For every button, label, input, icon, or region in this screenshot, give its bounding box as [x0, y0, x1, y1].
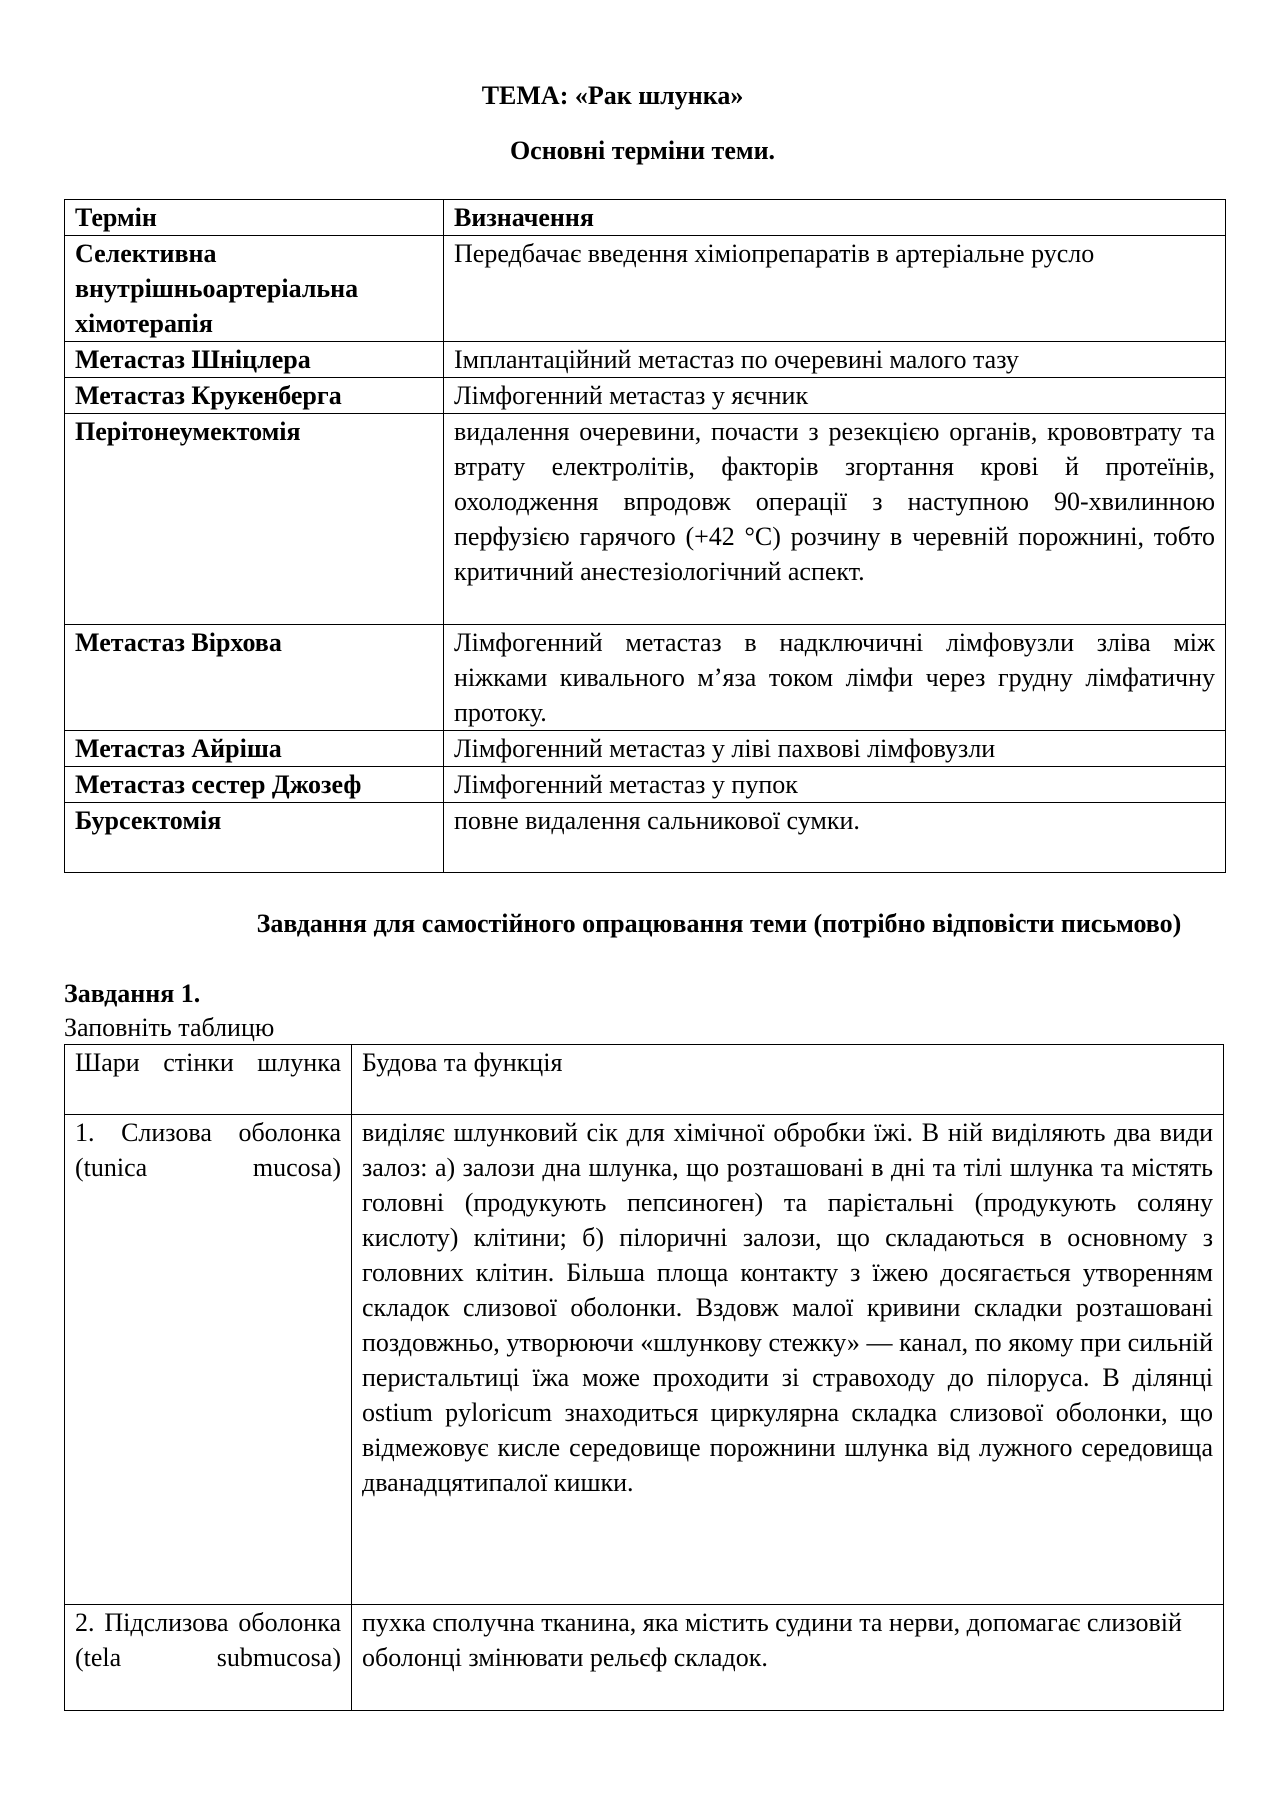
description-cell: пухка сполучна тканина, яка містить судини та нерви, допомагає слизовій оболонці змінювати рельєф складок.: [352, 1605, 1224, 1711]
layers-table: [64, 1044, 1224, 1711]
layer-cell: [65, 1115, 352, 1605]
header-layers-text: Шари стінки шлунка: [75, 1048, 341, 1077]
table-row: [65, 342, 1226, 378]
term-cell: Метастаз Крукенберга: [65, 378, 444, 414]
definition-cell: повне видалення сальникової сумки.: [444, 803, 1226, 873]
layer-name: 2. Підслизова оболонка (tela submucosa): [75, 1608, 341, 1672]
definition-cell: Лімфогенний метастаз в надключичні лімфовузли зліва між ніжками кивального м’яза током лімфи через грудну лімфатичну протоку.: [444, 625, 1226, 731]
table-row: [65, 1115, 1224, 1605]
term-cell: Метастаз сестер Джозеф: [65, 767, 444, 803]
task-instruction: Заповніть таблицю: [64, 1013, 275, 1042]
table-header-row: [65, 200, 1226, 236]
term-cell: Метастаз Вірхова: [65, 625, 444, 731]
table-row: [65, 236, 1226, 342]
definition-cell: Лімфогенний метастаз у яєчник: [444, 378, 1226, 414]
table-row: [65, 378, 1226, 414]
description-cell: виділяє шлунковий сік для хімічної обробки їжі. В ній виділяють два види залоз: а) залози дна шлунка, що розташовані в дні та тілі шлунка та містять головні (продукують пепсиноген) та парієтальні (продукують соляну кислоту) клітини; б) пілоричні залози, що складаються в основному з головних клітин. Більша площа контакту з їжею досягається утворенням складок слизової оболонки. Вздовж малої кривини складки розташовані поздовжньо, утворюючи «шлункову стежку» — канал, по якому при сильній перистальтиці їжа може проходити зі стравоходу до пілоруса. В ділянці ostium pyloricum знаходиться циркулярна складка слизової оболонки, що відмежовує кисле середовище порожнини шлунка від лужного середовища дванадцятипалої кишки.: [352, 1115, 1224, 1605]
table-row: [65, 803, 1226, 873]
page-subtitle: Основні терміни теми.: [509, 136, 776, 165]
definition-cell: Лімфогенний метастаз у пупок: [444, 767, 1226, 803]
header-term: Термін: [65, 200, 444, 236]
task-label: Завдання 1.: [64, 979, 201, 1008]
table-row: [65, 767, 1226, 803]
term-cell: Селективна внутрішньоартеріальна хімотерапія: [65, 236, 444, 342]
table-row: [65, 625, 1226, 731]
table-header-row: [65, 1045, 1224, 1115]
term-cell: Метастаз Шніцлера: [65, 342, 444, 378]
table-row: [65, 731, 1226, 767]
definition-cell: Лімфогенний метастаз у ліві пахвові лімфовузли: [444, 731, 1226, 767]
term-cell: Бурсектомія: [65, 803, 444, 873]
header-layers: [65, 1045, 352, 1115]
header-structure-function: Будова та функція: [352, 1045, 1224, 1115]
layer-cell: [65, 1605, 352, 1711]
definition-cell: Передбачає введення хіміопрепаратів в артеріальне русло: [444, 236, 1226, 342]
terms-table: [64, 199, 1226, 873]
table-row: [65, 414, 1226, 625]
definition-cell: видалення очеревини, почасти з резекцією органів, крововтрату та втрату електролітів, факторів згортання крові й протеїнів, охолодження впродовж операції з наступною 90-хвилинною перфузією гарячого (+42 °С) розчину в черевній порожнині, тобто критичний анестезіологічний аспект.: [444, 414, 1226, 625]
tasks-heading: Завдання для самостійного опрацювання теми (потрібно відповісти письмово): [256, 909, 1182, 938]
term-cell: Метастаз Айріша: [65, 731, 444, 767]
definition-cell: Імплантаційний метастаз по очеревині малого тазу: [444, 342, 1226, 378]
term-cell: Перітонеумектомія: [65, 414, 444, 625]
table-row: [65, 1605, 1224, 1711]
page-title: ТЕМА: «Рак шлунка»: [481, 81, 744, 110]
layer-name: 1. Слизова оболонка (tunica mucosa): [75, 1118, 341, 1182]
header-definition: Визначення: [444, 200, 1226, 236]
